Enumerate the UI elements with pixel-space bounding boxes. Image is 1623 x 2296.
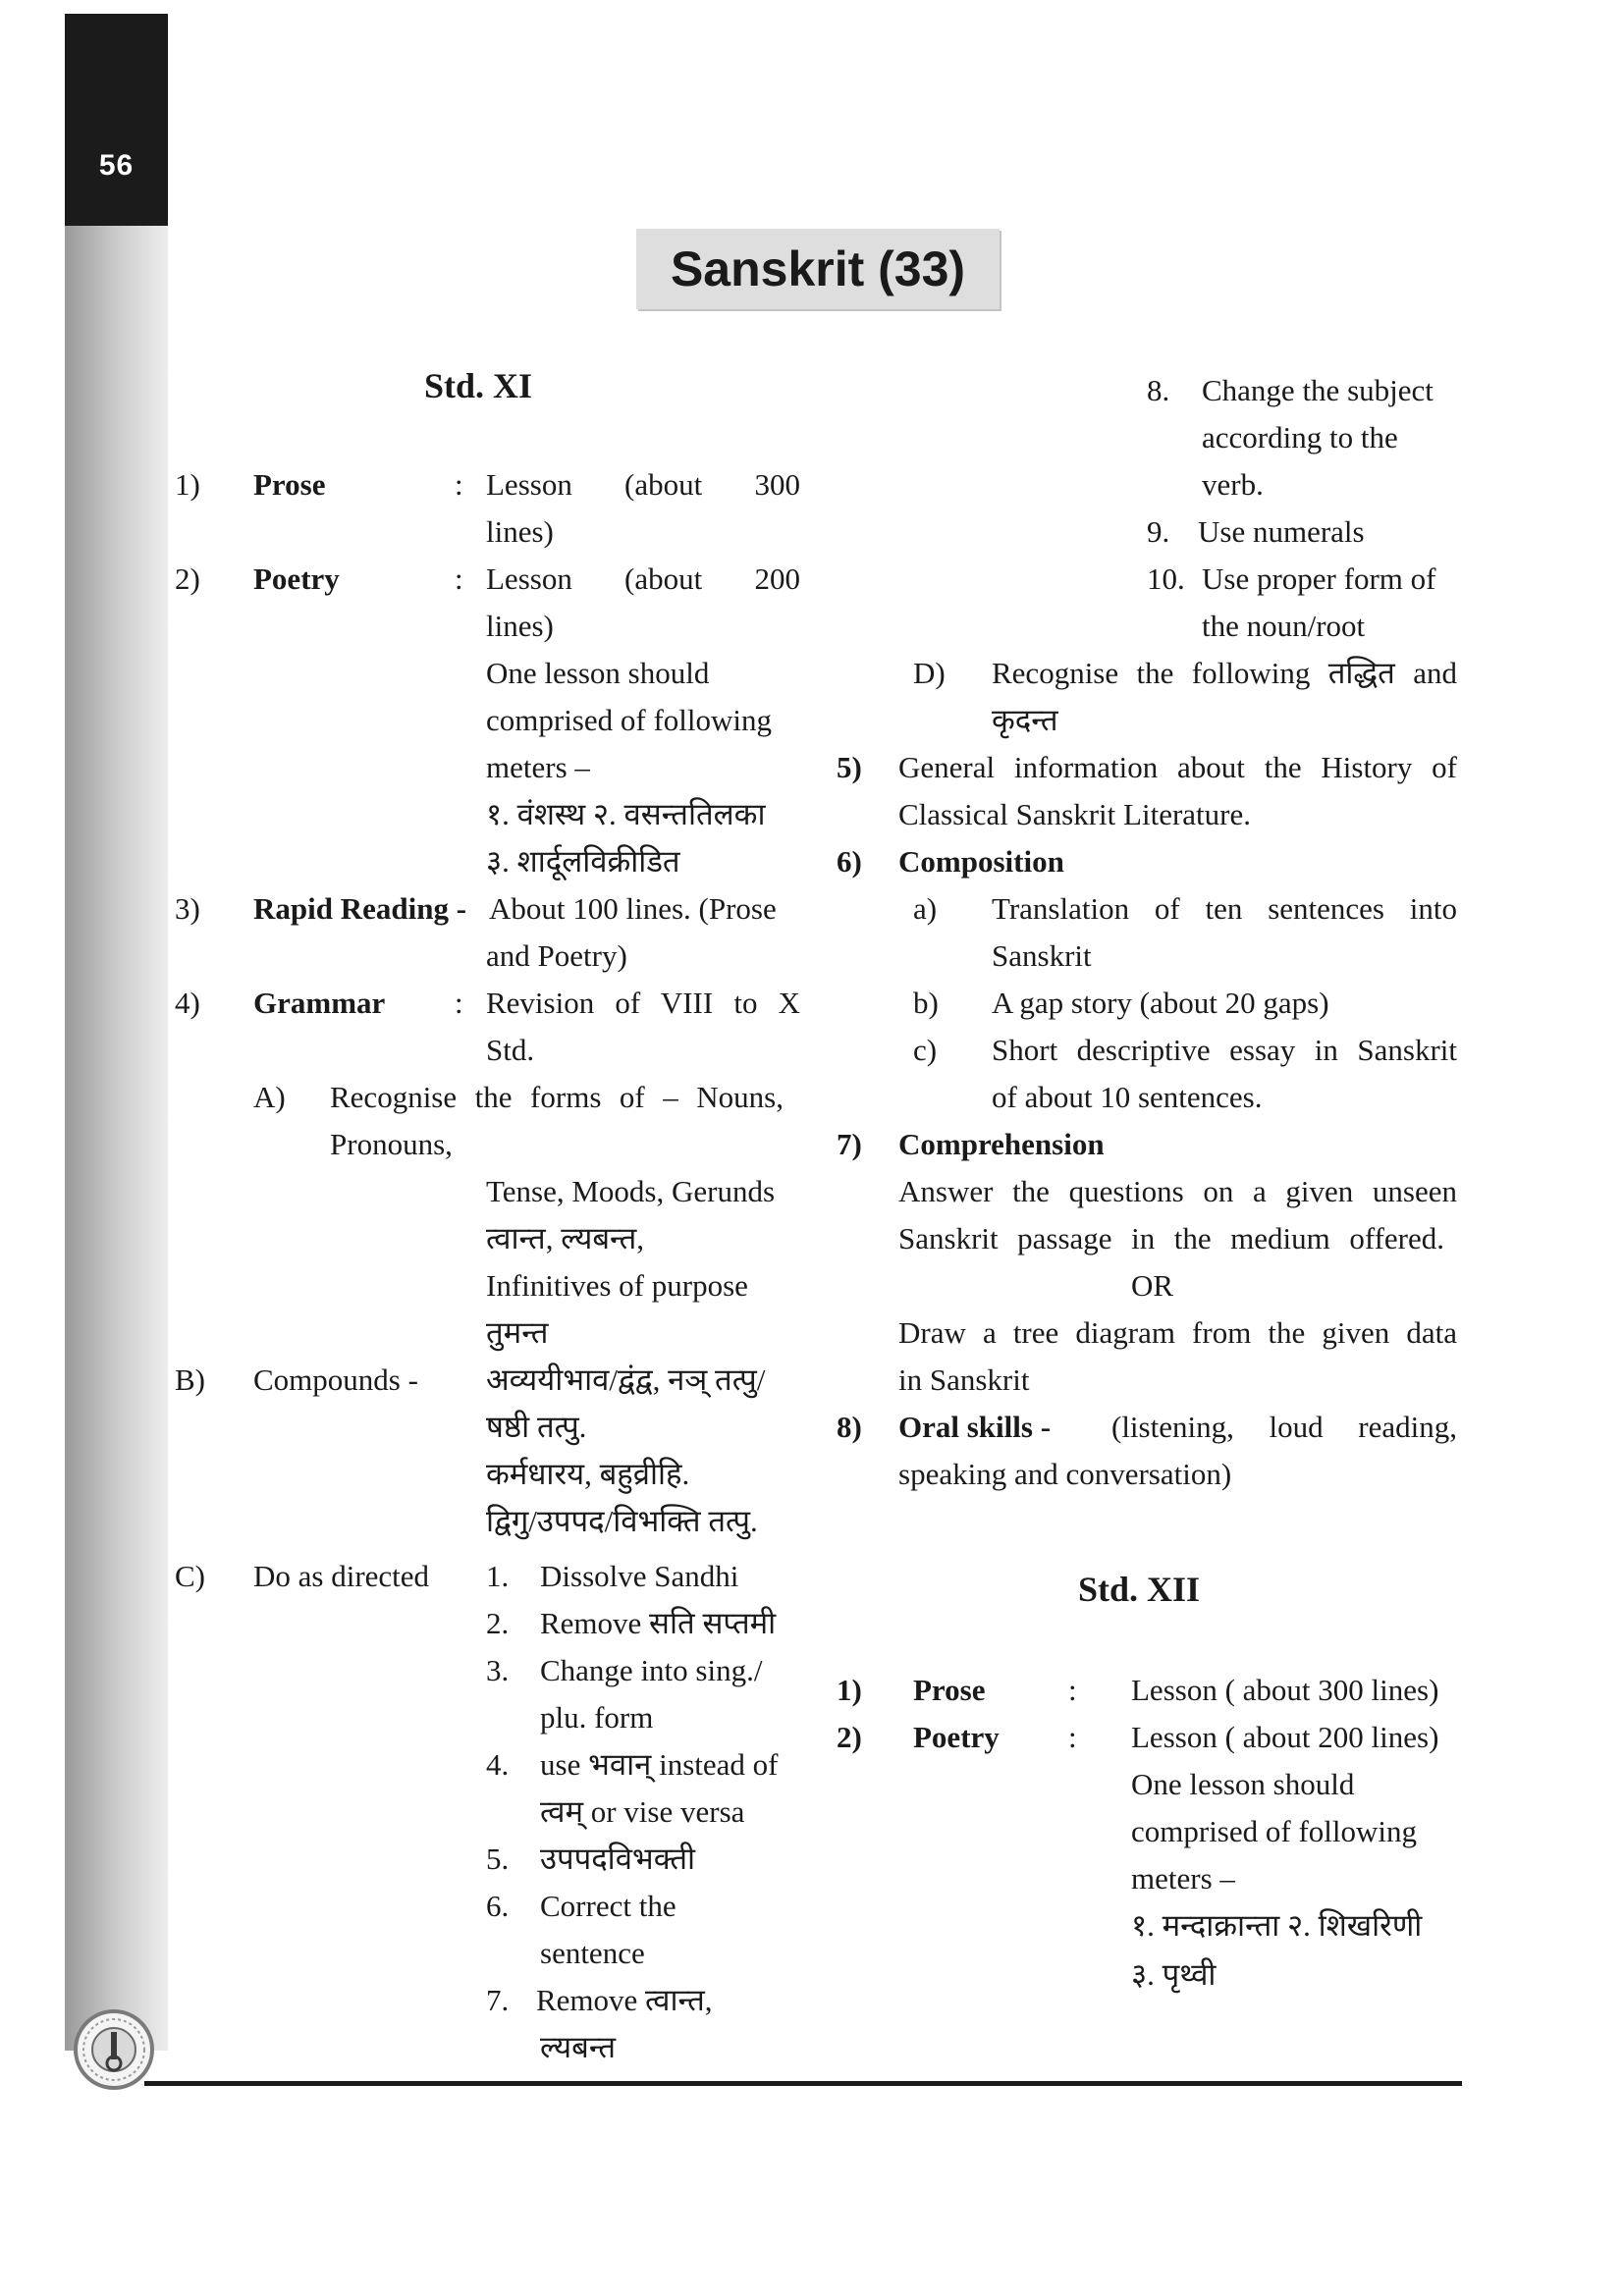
item-colon: : bbox=[455, 986, 463, 1020]
sub-text: Sanskrit bbox=[992, 938, 1092, 973]
sub-text: Short descriptive essay in Sanskrit bbox=[992, 1033, 1457, 1067]
direction-number: 4. bbox=[486, 1747, 510, 1782]
item-text: Lesson ( about 300 lines) bbox=[1131, 1673, 1439, 1707]
item-label: Oral skills - bbox=[898, 1410, 1052, 1444]
sub-label: Do as directed bbox=[253, 1559, 430, 1593]
sub-text: अव्ययीभाव/द्वंद्व, नञ् तत्पु/ bbox=[486, 1362, 766, 1397]
direction-text: according to the bbox=[1202, 420, 1398, 454]
emblem-icon bbox=[73, 2008, 155, 2091]
direction-number: 1. bbox=[486, 1559, 510, 1593]
item-number: 6) bbox=[837, 844, 862, 879]
item-number: 7) bbox=[837, 1127, 862, 1161]
item-text: Answer the questions on a given unseen bbox=[898, 1174, 1457, 1208]
item-number: 5) bbox=[837, 750, 862, 784]
direction-number: 5. bbox=[486, 1842, 510, 1876]
item-label: Poetry bbox=[913, 1720, 1000, 1754]
sub-label: Compounds - bbox=[253, 1362, 418, 1397]
std-xii-heading: Std. XII bbox=[1078, 1570, 1201, 1609]
direction-text: ल्यबन्त bbox=[540, 2030, 617, 2064]
sub-letter: D) bbox=[913, 656, 946, 690]
meter-list: १. वंशस्थ २. वसन्ततिलका bbox=[486, 797, 766, 831]
direction-text: उपपदविभक्ती bbox=[540, 1842, 696, 1876]
sub-text: कृदन्त bbox=[992, 703, 1058, 737]
direction-text: Remove त्वान्त, bbox=[536, 1983, 713, 2017]
direction-number: 7. bbox=[486, 1983, 510, 2017]
item-label: Prose bbox=[913, 1673, 986, 1707]
direction-number: 3. bbox=[486, 1653, 510, 1687]
page-number-tab bbox=[65, 14, 168, 226]
direction-text: Use proper form of bbox=[1202, 561, 1436, 596]
page-number: 56 bbox=[98, 149, 135, 182]
sub-text: Infinitives of purpose bbox=[486, 1268, 748, 1303]
item-text: Draw a tree diagram from the given data bbox=[898, 1315, 1457, 1350]
item-text: (listening, loud reading, bbox=[1111, 1410, 1457, 1444]
sub-text: Recognise the following तद्धित and bbox=[992, 656, 1457, 690]
item-text: meters – bbox=[1131, 1861, 1235, 1896]
meter-list: ३. पृथ्वी bbox=[1131, 1957, 1217, 1992]
sub-letter: a) bbox=[913, 891, 938, 926]
sub-text: कर्मधारय, बहुव्रीहि. bbox=[486, 1457, 690, 1491]
item-label: Poetry bbox=[253, 561, 340, 596]
item-colon: : bbox=[1068, 1720, 1077, 1754]
page-sidebar bbox=[65, 14, 168, 2051]
item-number: 4) bbox=[175, 986, 200, 1020]
item-number: 1) bbox=[175, 467, 200, 502]
direction-text: plu. form bbox=[540, 1700, 654, 1735]
direction-text: Correct the bbox=[540, 1889, 676, 1923]
direction-text: Use numerals bbox=[1198, 514, 1365, 549]
item-text: About 100 lines. (Prose bbox=[489, 891, 777, 926]
direction-text: use भवान् instead of bbox=[540, 1747, 779, 1782]
item-text: Revision of VIII to X bbox=[486, 986, 800, 1020]
item-label: Composition bbox=[898, 844, 1064, 879]
sub-text: Recognise the forms of – Nouns, bbox=[330, 1080, 784, 1114]
item-text: comprised of following bbox=[1131, 1814, 1418, 1848]
direction-number: 2. bbox=[486, 1606, 510, 1640]
sub-text: of about 10 sentences. bbox=[992, 1080, 1263, 1114]
direction-text: verb. bbox=[1202, 467, 1264, 502]
direction-text: Change the subject bbox=[1202, 373, 1434, 407]
sub-text: षष्ठी तत्पु. bbox=[486, 1410, 587, 1444]
item-text: Lesson (about 300 bbox=[486, 467, 800, 502]
item-text: Sanskrit passage in the medium offered. bbox=[898, 1221, 1444, 1255]
footer-rule bbox=[144, 2081, 1462, 2086]
sub-text: त्वान्त, ल्यबन्त, bbox=[486, 1221, 645, 1255]
or-separator: OR bbox=[1131, 1268, 1174, 1303]
meter-list: १. मन्दाक्रान्ता २. शिखरिणी bbox=[1131, 1908, 1423, 1943]
std-xi-heading: Std. XI bbox=[424, 366, 533, 405]
item-number: 2) bbox=[175, 561, 200, 596]
item-number: 3) bbox=[175, 891, 200, 926]
direction-text: Dissolve Sandhi bbox=[540, 1559, 739, 1593]
item-text: lines) bbox=[486, 514, 554, 549]
item-text: comprised of following bbox=[486, 703, 773, 737]
direction-text: Change into sing./ bbox=[540, 1653, 763, 1687]
item-text: Lesson (about 200 bbox=[486, 561, 800, 596]
item-label: Comprehension bbox=[898, 1127, 1105, 1161]
item-label: Prose bbox=[253, 467, 326, 502]
sub-text: तुमन्त bbox=[486, 1315, 549, 1350]
sub-letter: b) bbox=[913, 986, 939, 1020]
item-text: Lesson ( about 200 lines) bbox=[1131, 1720, 1439, 1754]
item-text: in Sanskrit bbox=[898, 1362, 1030, 1397]
item-colon: : bbox=[1068, 1673, 1077, 1707]
item-colon: : bbox=[455, 467, 463, 502]
direction-number: 10. bbox=[1147, 561, 1185, 596]
item-label: Rapid Reading - bbox=[253, 891, 467, 926]
direction-number: 8. bbox=[1147, 373, 1170, 407]
item-text: and Poetry) bbox=[486, 938, 627, 973]
item-label: Grammar bbox=[253, 986, 386, 1020]
sub-letter: C) bbox=[175, 1559, 205, 1593]
sub-letter: B) bbox=[175, 1362, 205, 1397]
item-text: General information about the History of bbox=[898, 750, 1457, 784]
sub-text: Pronouns, bbox=[330, 1127, 453, 1161]
meter-list: ३. शार्दूलविक्रीडित bbox=[486, 844, 680, 879]
item-colon: : bbox=[455, 561, 463, 596]
item-text: One lesson should bbox=[1131, 1767, 1355, 1801]
sub-text: Translation of ten sentences into bbox=[992, 891, 1457, 926]
sub-text: A gap story (about 20 gaps) bbox=[992, 986, 1329, 1020]
sub-text: द्विगु/उपपद/विभक्ति तत्पु. bbox=[486, 1504, 758, 1538]
item-text: One lesson should bbox=[486, 656, 710, 690]
item-text: meters – bbox=[486, 750, 590, 784]
sub-letter: c) bbox=[913, 1033, 938, 1067]
direction-text: त्वम् or vise versa bbox=[540, 1794, 745, 1829]
direction-text: sentence bbox=[540, 1936, 645, 1970]
item-text: lines) bbox=[486, 609, 554, 643]
direction-text: Remove सति सप्तमी bbox=[540, 1606, 777, 1640]
direction-number: 6. bbox=[486, 1889, 510, 1923]
item-text: Std. bbox=[486, 1033, 535, 1067]
item-number: 1) bbox=[837, 1673, 862, 1707]
direction-text: the noun/root bbox=[1202, 609, 1366, 643]
item-number: 8) bbox=[837, 1410, 862, 1444]
page-title: Sanskrit (33) bbox=[636, 229, 1000, 309]
item-text: Classical Sanskrit Literature. bbox=[898, 797, 1251, 831]
sub-letter: A) bbox=[253, 1080, 286, 1114]
item-number: 2) bbox=[837, 1720, 862, 1754]
direction-number: 9. bbox=[1147, 514, 1170, 549]
item-text: speaking and conversation) bbox=[898, 1457, 1232, 1491]
sub-text: Tense, Moods, Gerunds bbox=[486, 1174, 776, 1208]
